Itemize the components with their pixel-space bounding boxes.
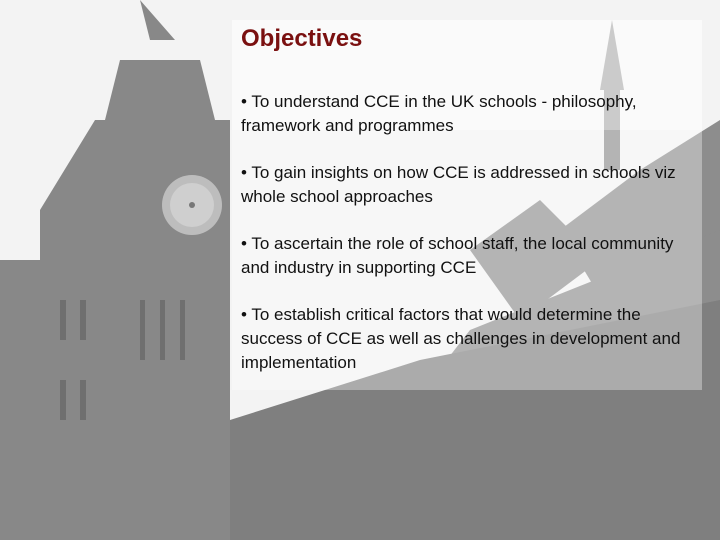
objectives-list [241, 90, 691, 398]
list-item: • To understand CCE in the UK schools - philosophy, framework and programmes [241, 92, 637, 135]
list-item: • To ascertain the role of school staff, the local community and industry in supporting CCE [241, 234, 674, 277]
slide-title: Objectives [241, 25, 363, 52]
list-item: • To gain insights on how CCE is addressed in schools viz whole school approaches [241, 163, 676, 206]
list-item: • To establish critical factors that would determine the success of CCE as well as challenges in development and implementation [241, 305, 681, 372]
